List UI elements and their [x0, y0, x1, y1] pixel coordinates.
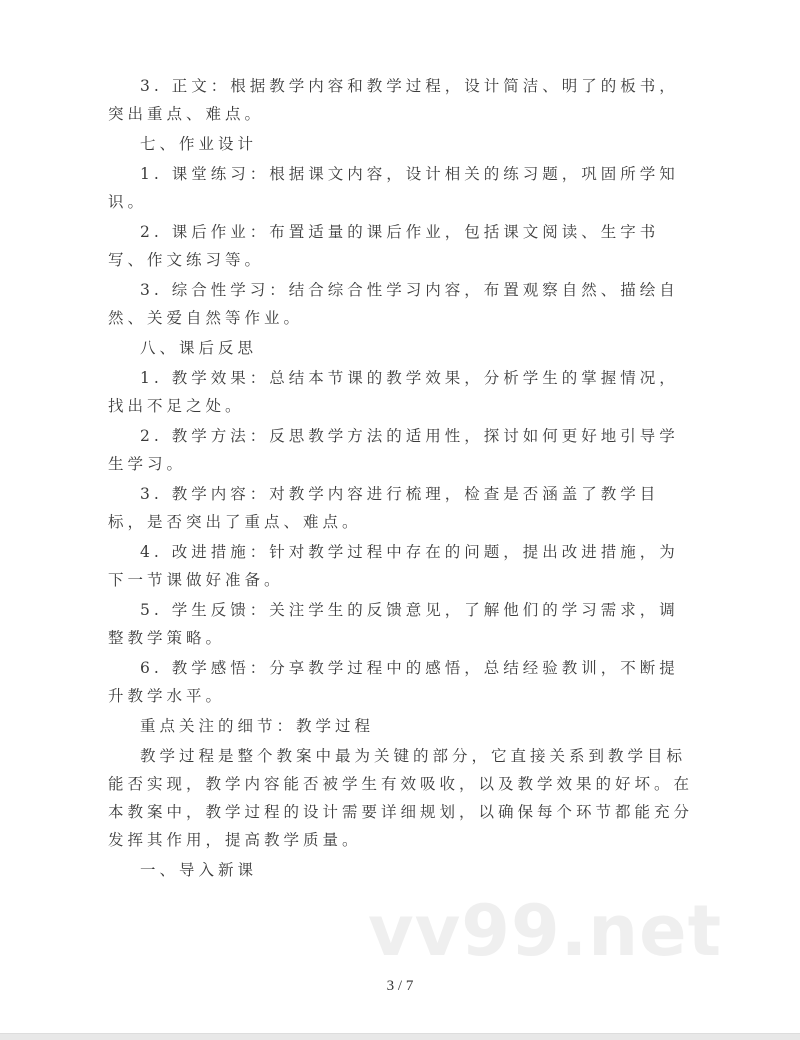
- paragraph: 5. 学生反馈：关注学生的反馈意见，了解他们的学习需求，调整教学策略。: [108, 601, 679, 647]
- page-number: 3 / 7: [386, 978, 414, 994]
- paragraph: 1. 课堂练习：根据课文内容，设计相关的练习题，巩固所学知识。: [108, 165, 679, 211]
- paragraph: 3. 教学内容：对教学内容进行梳理，检查是否涵盖了教学目标，是否突出了重点、难点。: [108, 485, 660, 531]
- document-body: [108, 72, 698, 886]
- watermark: vv99.net: [368, 890, 723, 972]
- section-heading: 重点关注的细节：教学过程: [140, 717, 375, 735]
- section-heading: 一、导入新课: [140, 861, 258, 879]
- paragraph: 6. 教学感悟：分享教学过程中的感悟，总结经验教训，不断提升教学水平。: [108, 659, 679, 705]
- paragraph: 教学过程是整个教案中最为关键的部分，它直接关系到教学目标能否实现，教学内容能否被学生有效吸收，以及教学效果的好坏。在本教案中，教学过程的设计需要详细规划，以确保每个环节都能充分发挥其作用，提高教学质量。: [108, 747, 694, 849]
- section-heading: 七、作业设计: [140, 135, 258, 153]
- paragraph: 4. 改进措施：针对教学过程中存在的问题，提出改进措施，为下一节课做好准备。: [108, 543, 679, 589]
- paragraph: 1. 教学效果：总结本节课的教学效果，分析学生的掌握情况，找出不足之处。: [108, 369, 679, 415]
- section-heading: 八、课后反思: [140, 339, 258, 357]
- paragraph: 3. 综合性学习：结合综合性学习内容，布置观察自然、描绘自然、关爱自然等作业。: [108, 281, 679, 327]
- paragraph: 3. 正文：根据教学内容和教学过程，设计简洁、明了的板书，突出重点、难点。: [108, 77, 679, 123]
- paragraph: 2. 教学方法：反思教学方法的适用性，探讨如何更好地引导学生学习。: [108, 427, 679, 473]
- paragraph: 2. 课后作业：布置适量的课后作业，包括课文阅读、生字书写、作文练习等。: [108, 223, 660, 269]
